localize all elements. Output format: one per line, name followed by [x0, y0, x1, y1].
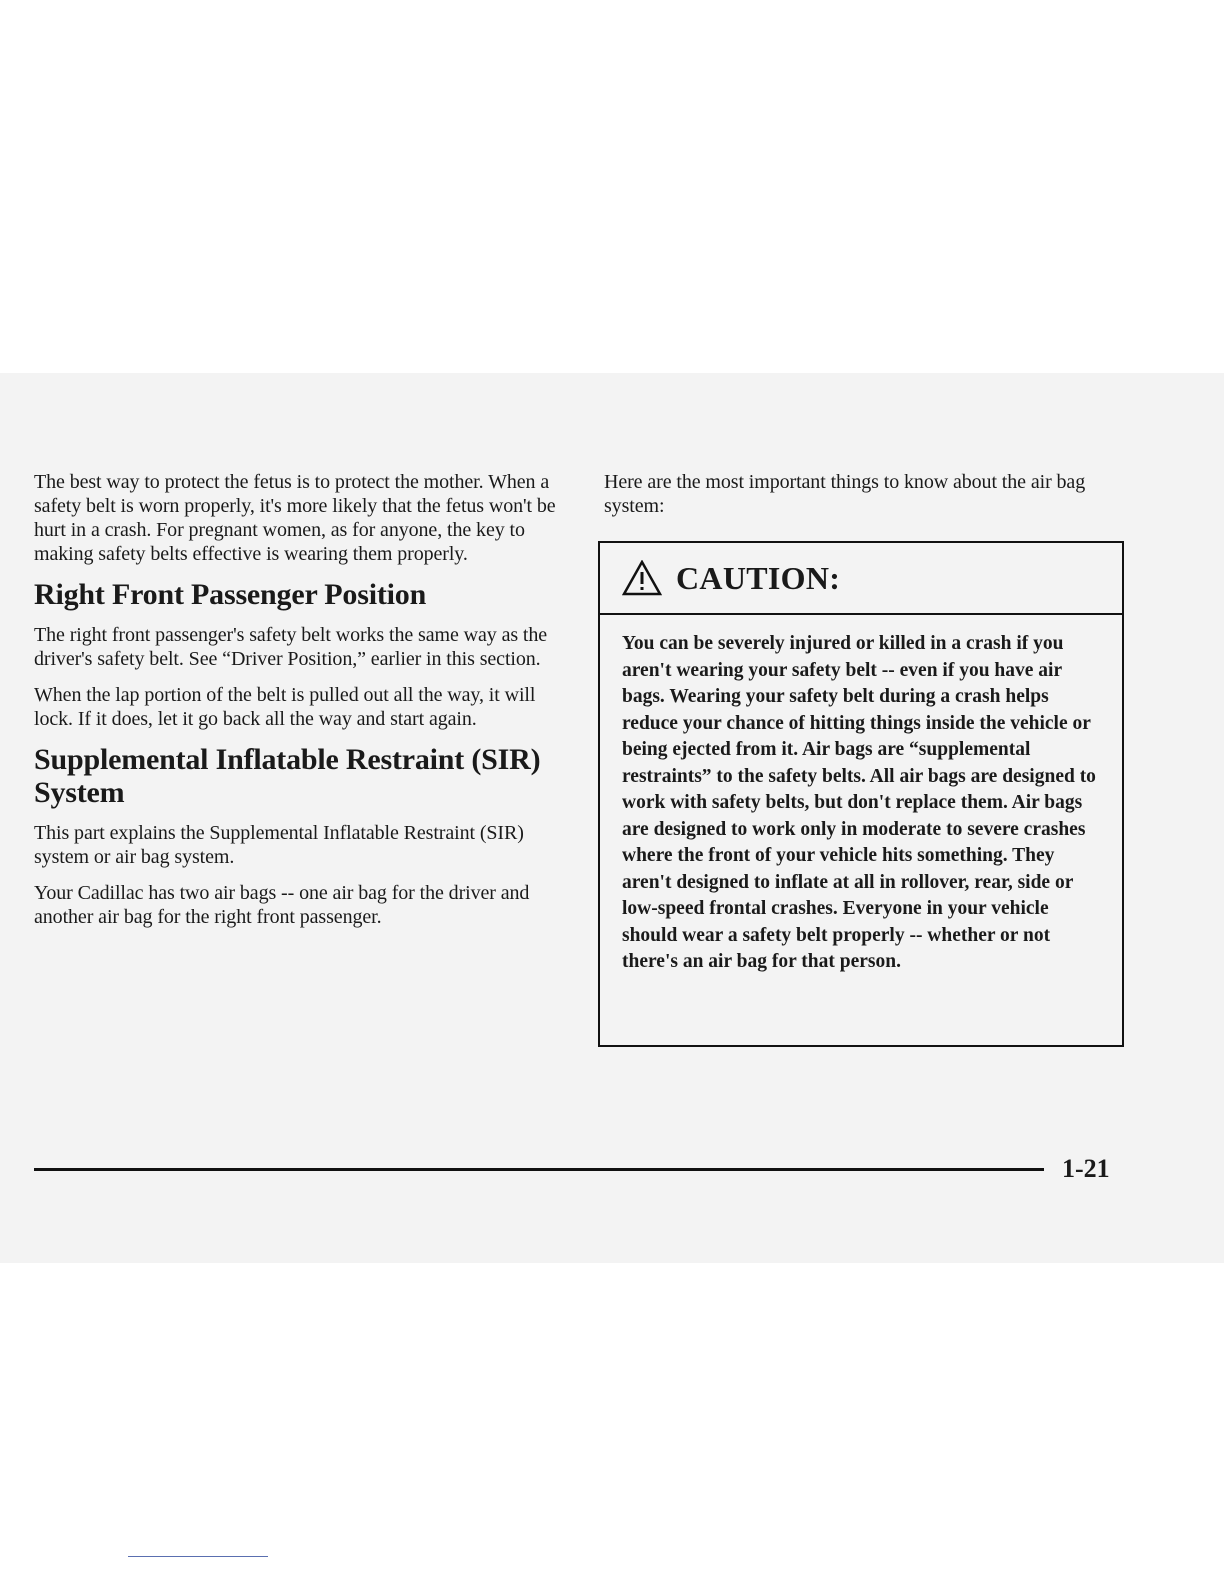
caution-box: [598, 541, 1124, 1047]
caution-title: CAUTION:: [676, 559, 841, 596]
sir-system-heading: Supplemental Inflatable Restraint (SIR) System: [34, 743, 541, 809]
lap-belt-lock-paragraph: When the lap portion of the belt is pulled out all the way, it will lock. If it does, let it go back all the way and start again.: [34, 684, 536, 730]
caution-header: [600, 543, 1122, 615]
fetus-protection-paragraph: The best way to protect the fetus is to protect the mother. When a safety belt is worn properly, it's more likely that the fetus won't be hurt in a crash. For pregnant women, as for anyone, the key to making safety belts effective is wearing them properly.: [34, 471, 556, 565]
right-front-passenger-heading: Right Front Passenger Position: [34, 578, 427, 611]
bottom-underline: [128, 1556, 268, 1557]
left-column: [34, 470, 564, 941]
caution-text: You can be severely injured or killed in a crash if you aren't wearing your safety belt -- even if you have air bags. Wearing your safety belt during a crash helps reduce your chance of hitting things inside the vehicle or being ejected from it. Air bags are “supplemental restraints” to the safety belts. All air bags are designed to work with safety belts, but don't replace them. Air bags are designed to work only in moderate to severe crashes where the front of your vehicle hits something. They aren't designed to inflate at all in rollover, rear, side or low-speed frontal crashes. Everyone in your vehicle should wear a safety belt properly -- whether or not there's an air bag for that person.: [622, 633, 1096, 972]
footer-rule: [34, 1168, 1044, 1171]
two-air-bags-paragraph: Your Cadillac has two air bags -- one air bag for the driver and another air bag for the right front passenger.: [34, 882, 530, 928]
passenger-belt-paragraph: The right front passenger's safety belt works the same way as the driver's safety belt. See “Driver Position,” earlier in this section.: [34, 624, 548, 670]
warning-triangle-icon: [622, 560, 662, 596]
right-column: [604, 470, 1134, 530]
sir-explanation-paragraph: This part explains the Supplemental Inflatable Restraint (SIR) system or air bag system.: [34, 822, 524, 868]
air-bag-intro-paragraph: Here are the most important things to know about the air bag system:: [604, 471, 1086, 517]
page-number: 1-21: [1062, 1154, 1110, 1183]
